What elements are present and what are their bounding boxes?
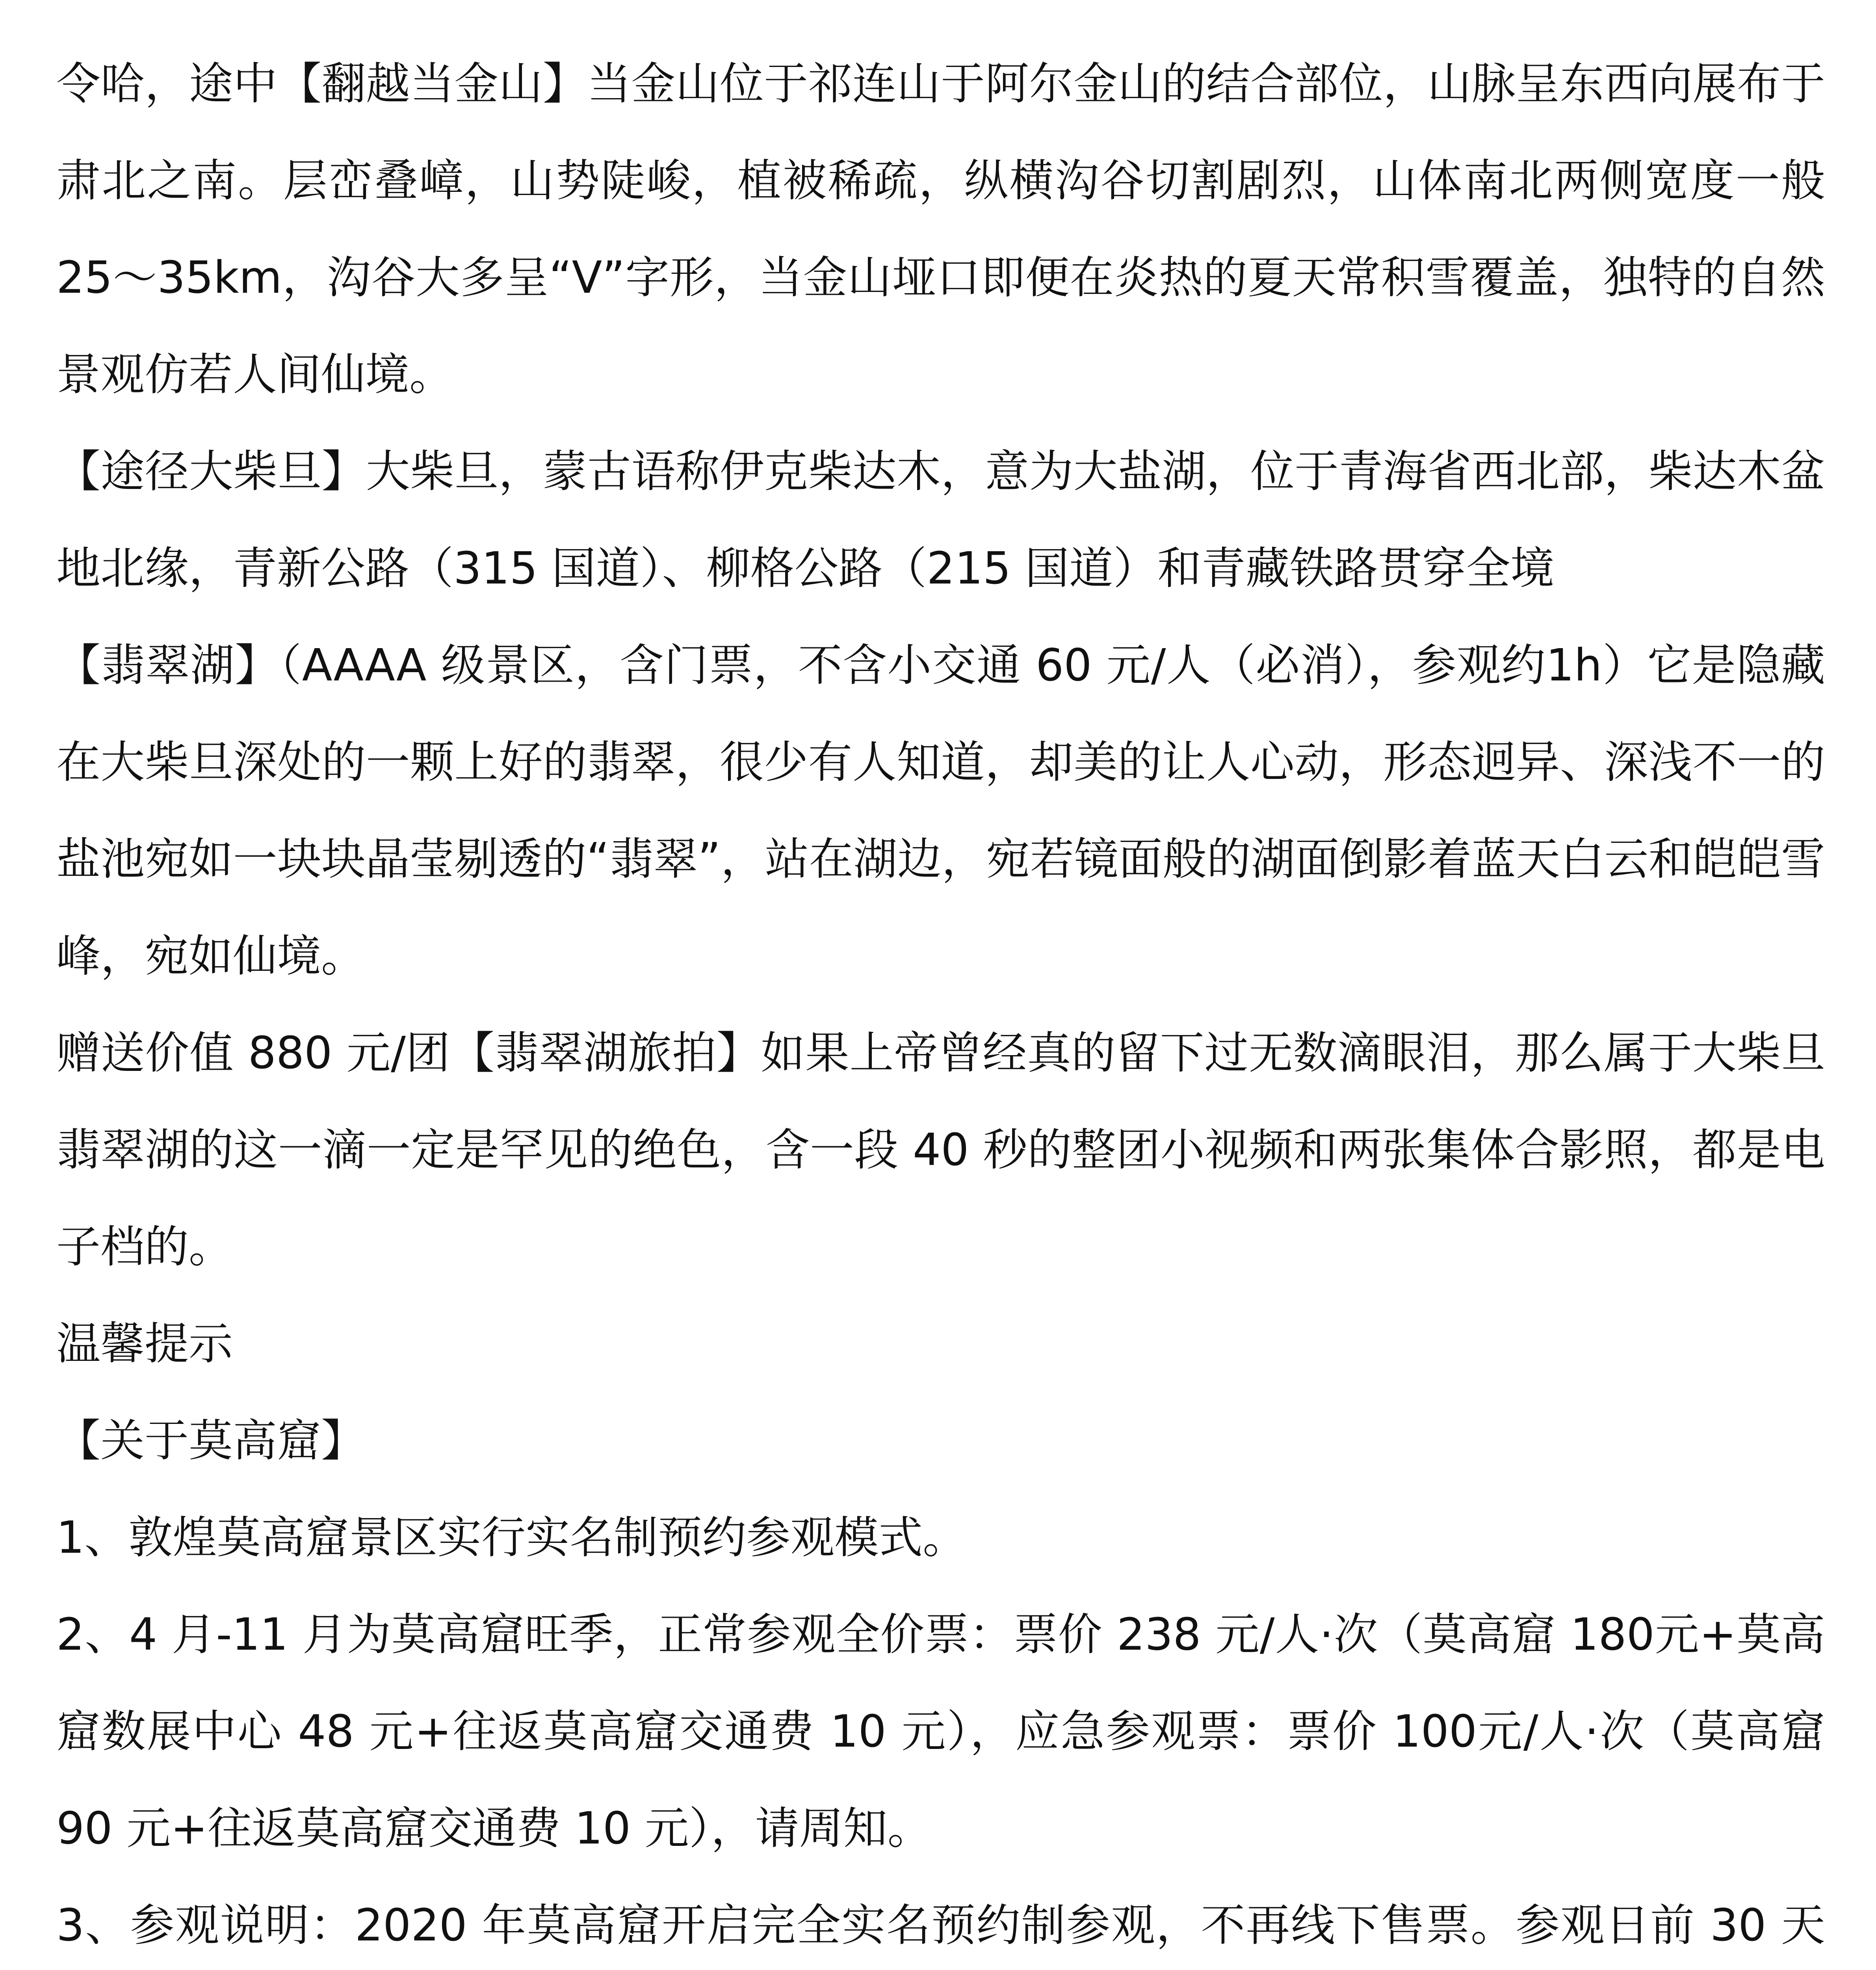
paragraph-dachaidan: 【途径大柴旦】大柴旦，蒙古语称伊克柴达木，意为大盐湖，位于青海省西北部，柴达木盆地北缘，青新公路（315 国道）、柳格公路（215 国道）和青藏铁路贯穿全境 [56,446,1825,594]
paragraph-emerald-lake: 【翡翠湖】（AAAA 级景区，含门票，不含小交通 60 元/人（必消），参观约1h）它是隐藏在大柴旦深处的一颗上好的翡翠，很少有人知道，却美的让人心动，形态迥异、深浅不一的 盐池宛如一块块晶莹剔透的“翡翠”，站在湖边，宛若镜面般的湖面倒影着蓝天白云和皑皑雪峰，宛如仙境。 [56,640,1825,982]
document-page [56,35,1825,1970]
paragraph-mogao-1: 1、敦煌莫高窟景区实行实名制预约参观模式。 [56,1512,967,1563]
paragraph-lake-photo-gift: 赠送价值 880 元/团【翡翠湖旅拍】如果上帝曾经真的留下过无数滴眼泪，那么属于大柴旦翡翠湖的这一滴一定是罕见的绝色，含一段 40 秒的整团小视频和两张集体合影照，都是电子档的。 [56,1028,1825,1273]
paragraph-dangjin-mountain: 令哈，途中【翻越当金山】当金山位于祁连山于阿尔金山的结合部位，山脉呈东西向展布于肃北之南。层峦叠嶂，山势陡峻，植被稀疏，纵横沟谷切割剧烈，山体南北两侧宽度一般 25～35km，沟谷大多呈“V”字形，当金山垭口即便在炎热的夏天常积雪覆盖，独特的自然景观仿若人间仙境。 [56,58,1825,400]
paragraph-mogao-3: 3、参观说明：2020 年莫高窟开启完全实名预约制参观，不再线下售票。参观日前 30 天 [56,1900,1825,1951]
paragraph-mogao-2: 2、4 月-11 月为莫高窟旺季，正常参观全价票：票价 238 元/人·次（莫高窟 180元+莫高窟数展中心 48 元+往返莫高窟交通费 10 元），应急参观票：票价 100元/人·次（莫高窟 90 元+往返莫高窟交通费 10 元），请周知。 [56,1609,1825,1854]
heading-tips: 温馨提示 [56,1318,233,1370]
heading-mogao: 【关于莫高窟】 [56,1415,365,1466]
